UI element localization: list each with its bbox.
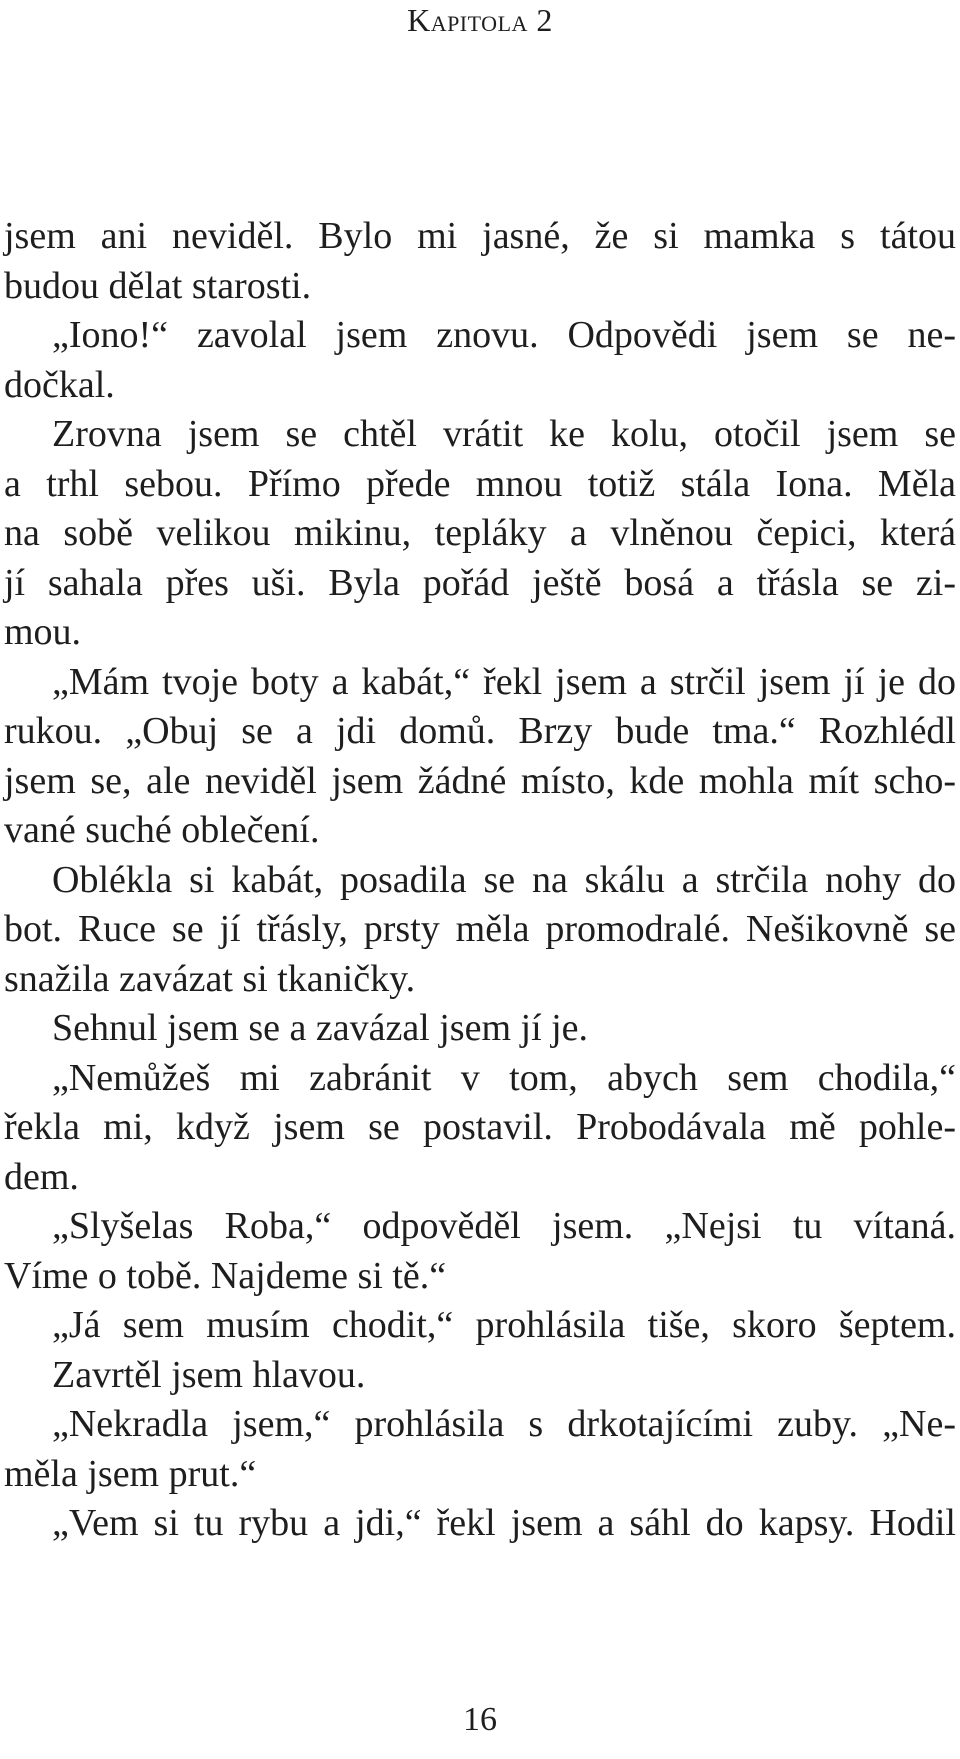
text-line: měla jsem prut.“ [4, 1452, 257, 1495]
text-line: „Nekradla jsem,“ prohlásila s drkotajícími zuby. „Ne- [52, 1403, 956, 1445]
text-line: „Iono!“ zavolal jsem znovu. Odpovědi jsem se ne- [52, 314, 956, 356]
text-line: řekla mi, když jsem se postavil. Probodávala mě pohle- [4, 1106, 956, 1148]
text-line: vané suché oblečení. [4, 809, 320, 851]
text-line: „Nemůžeš mi zabránit v tom, abych sem chodila,“ [52, 1056, 956, 1099]
text-line: „Slyšelas Roba,“ odpověděl jsem. „Nejsi tu vítaná. [52, 1205, 956, 1247]
text-line: „Já sem musím chodit,“ prohlásila tiše, skoro šeptem. [52, 1304, 956, 1346]
text-line: jsem ani neviděl. Bylo mi jasné, že si mamka s tátou [4, 215, 956, 257]
text-line: budou dělat starosti. [4, 264, 312, 307]
text-line: mou. [4, 611, 82, 653]
text-line: a trhl sebou. Přímo přede mnou totiž stála Iona. Měla [4, 462, 956, 505]
running-head: Kapitola 2 [407, 2, 553, 38]
text-line: Zrovna jsem se chtěl vrátit ke kolu, otočil jsem se [52, 413, 956, 455]
text-line: dočkal. [4, 363, 115, 406]
page-number: 16 [463, 1701, 497, 1738]
text-line: dem. [4, 1155, 79, 1198]
text-line: Zavrtěl jsem hlavou. [52, 1353, 366, 1396]
body-text [4, 212, 956, 1549]
text-line: jí sahala přes uši. Byla pořád ještě bosá a třásla se zi- [4, 561, 956, 604]
text-line: Sehnul jsem se a zavázal jsem jí je. [52, 1007, 589, 1049]
text-line: na sobě velikou mikinu, tepláky a vlněnou čepici, která [4, 512, 956, 554]
text-line: „Vem si tu rybu a jdi,“ řekl jsem a sáhl do kapsy. Hodil [52, 1502, 956, 1544]
text-line: Víme o tobě. Najdeme si tě.“ [4, 1254, 447, 1297]
text-line: Oblékla si kabát, posadila se na skálu a strčila nohy do [52, 858, 956, 901]
text-line: bot. Ruce se jí třásly, prsty měla promodralé. Nešikovně se [4, 908, 956, 950]
text-line: jsem se, ale neviděl jsem žádné místo, kde mohla mít scho- [4, 759, 956, 802]
text-line: rukou. „Obuj se a jdi domů. Brzy bude tma.“ Rozhlédl [4, 710, 956, 752]
text-line: „Mám tvoje boty a kabát,“ řekl jsem a strčil jsem jí je do [52, 660, 956, 703]
text-line: snažila zavázat si tkaničky. [4, 957, 416, 1000]
